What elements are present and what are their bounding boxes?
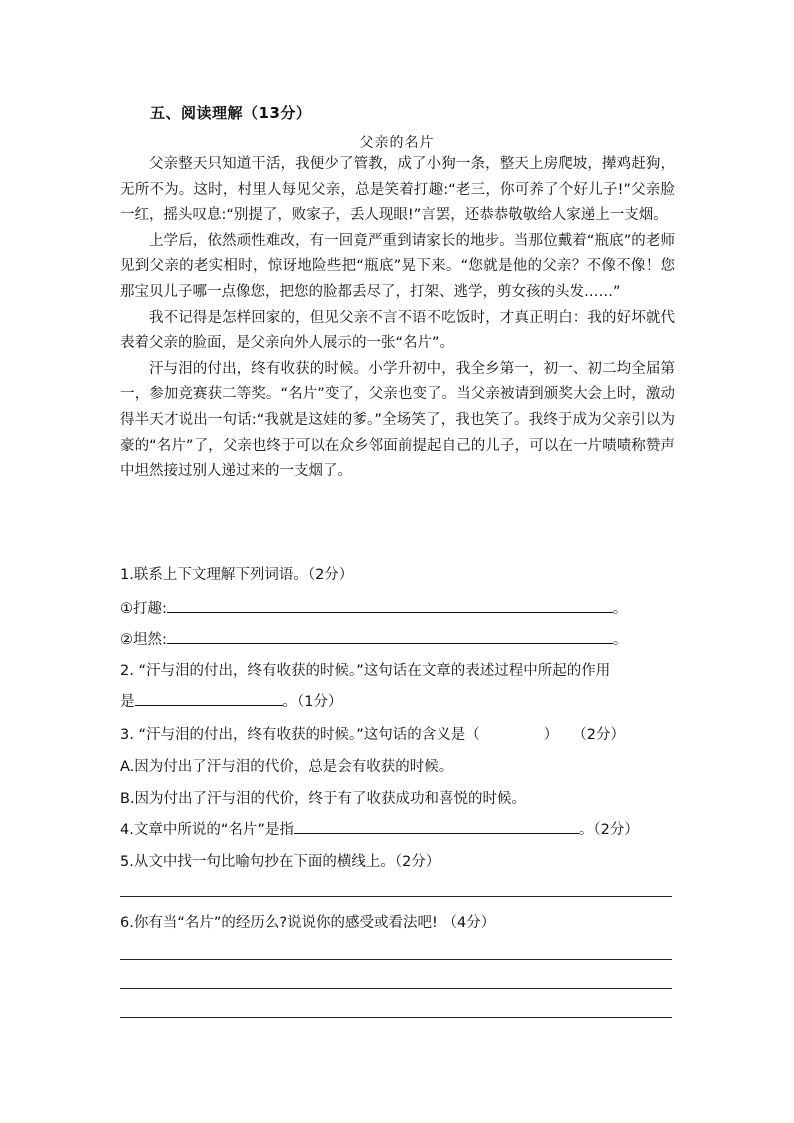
question-3-paren-close: ） [543,727,559,743]
article-title: 父亲的名片 [359,135,435,151]
passage-paragraph: 上学后，依然顽性难改，有一回竟严重到请家长的地步。当那位戴着“瓶底”的老师见到父亲的老实相时，惊讶地险些把“瓶底”晃下来。“您就是他的父亲？不像不像！您那宝贝儿子哪一点像您，把您的脸都丢尽了，打架、逃学，剪女孩的头发……” [120,232,675,300]
passage-paragraph: 我不记得是怎样回家的，但见父亲不言不语不吃饭时，才真正明白：我的好坏就代表着父亲的脸面，是父亲向外人展示的一张“名片”。 [120,309,675,352]
answer-line-q5[interactable] [120,896,672,897]
question-1-item-1 [120,597,627,618]
question-1-item-1-label: ①打趣: [120,601,167,617]
question-1-stem: 1.联系上下文理解下列词语。（2分） [120,567,354,583]
passage-paragraph: 汗与泪的付出，终有收获的时候。小学升初中，我全乡第一，初一、初二均全届第一，参加竞赛获二等奖。“名片”变了，父亲也变了。当父亲被请到颁奖大会上时，激动得半天才说出一句话:“我就是这娃的爹。”全场笑了，我也笑了。我终于成为父亲引以为豪的“名片”了，父亲也终于可以在众乡邻面前提起自己的儿子，可以在一片啧啧称赞声中坦然接过别人递过来的一支烟了。 [120,360,675,480]
question-2-stem: 2. “汗与泪的付出，终有收获的时候。”这句话在文章的表述过程中所起的作用 [120,663,611,679]
question-3-stem [120,723,625,744]
question-4 [120,818,639,839]
question-1-item-2-end: 。 [612,632,628,648]
answer-line-q6-2[interactable] [120,988,672,989]
question-1-item-1-end: 。 [612,601,628,617]
question-4-prefix: 4.文章中所说的“名片”是指 [120,822,294,838]
question-3-option-a: A.因为付出了汗与泪的代价，总是会有收获的时候。 [120,759,454,775]
question-3-points: （2分） [572,727,625,743]
question-2-prefix: 是 [120,694,135,710]
question-5-stem: 5.从文中找一句比喻句抄在下面的横线上。（2分） [120,854,441,870]
question-1-item-2-label: ②坦然: [120,632,167,648]
answer-blank-dagu[interactable] [167,600,613,613]
question-3-text: 3. “汗与泪的付出，终有收获的时候。”这句话的含义是（ [120,727,480,743]
section-title: 五、阅读理解（13分） [150,104,312,122]
question-6-stem: 6.你有当“名片”的经历么?说说你的感受或看法吧! （4分） [120,915,496,931]
answer-blank-tanran[interactable] [167,631,613,644]
answer-blank-q4[interactable] [294,821,579,834]
question-2-answer-line [120,690,342,711]
answer-line-q6-1[interactable] [120,959,672,960]
question-4-suffix: 。（2分） [578,822,639,838]
question-1-item-2 [120,628,627,649]
answer-blank-q2[interactable] [135,693,283,706]
question-2-suffix: 。（1分） [282,694,343,710]
reading-passage [120,152,675,485]
answer-line-q6-3[interactable] [120,1017,672,1018]
question-3-option-b: B.因为付出了汗与泪的代价，终于有了收获成功和喜悦的时候。 [120,791,527,807]
passage-paragraph: 父亲整天只知道干活，我便少了管教，成了小狗一条，整天上房爬坡，撵鸡赶狗，无所不为。这时，村里人每见父亲，总是笑着打趣:“老三，你可养了个好儿子!”父亲脸一红，摇头叹息:“别提了，败家子，丢人现眼!”言罢，还恭恭敬敬给人家递上一支烟。 [120,156,675,224]
